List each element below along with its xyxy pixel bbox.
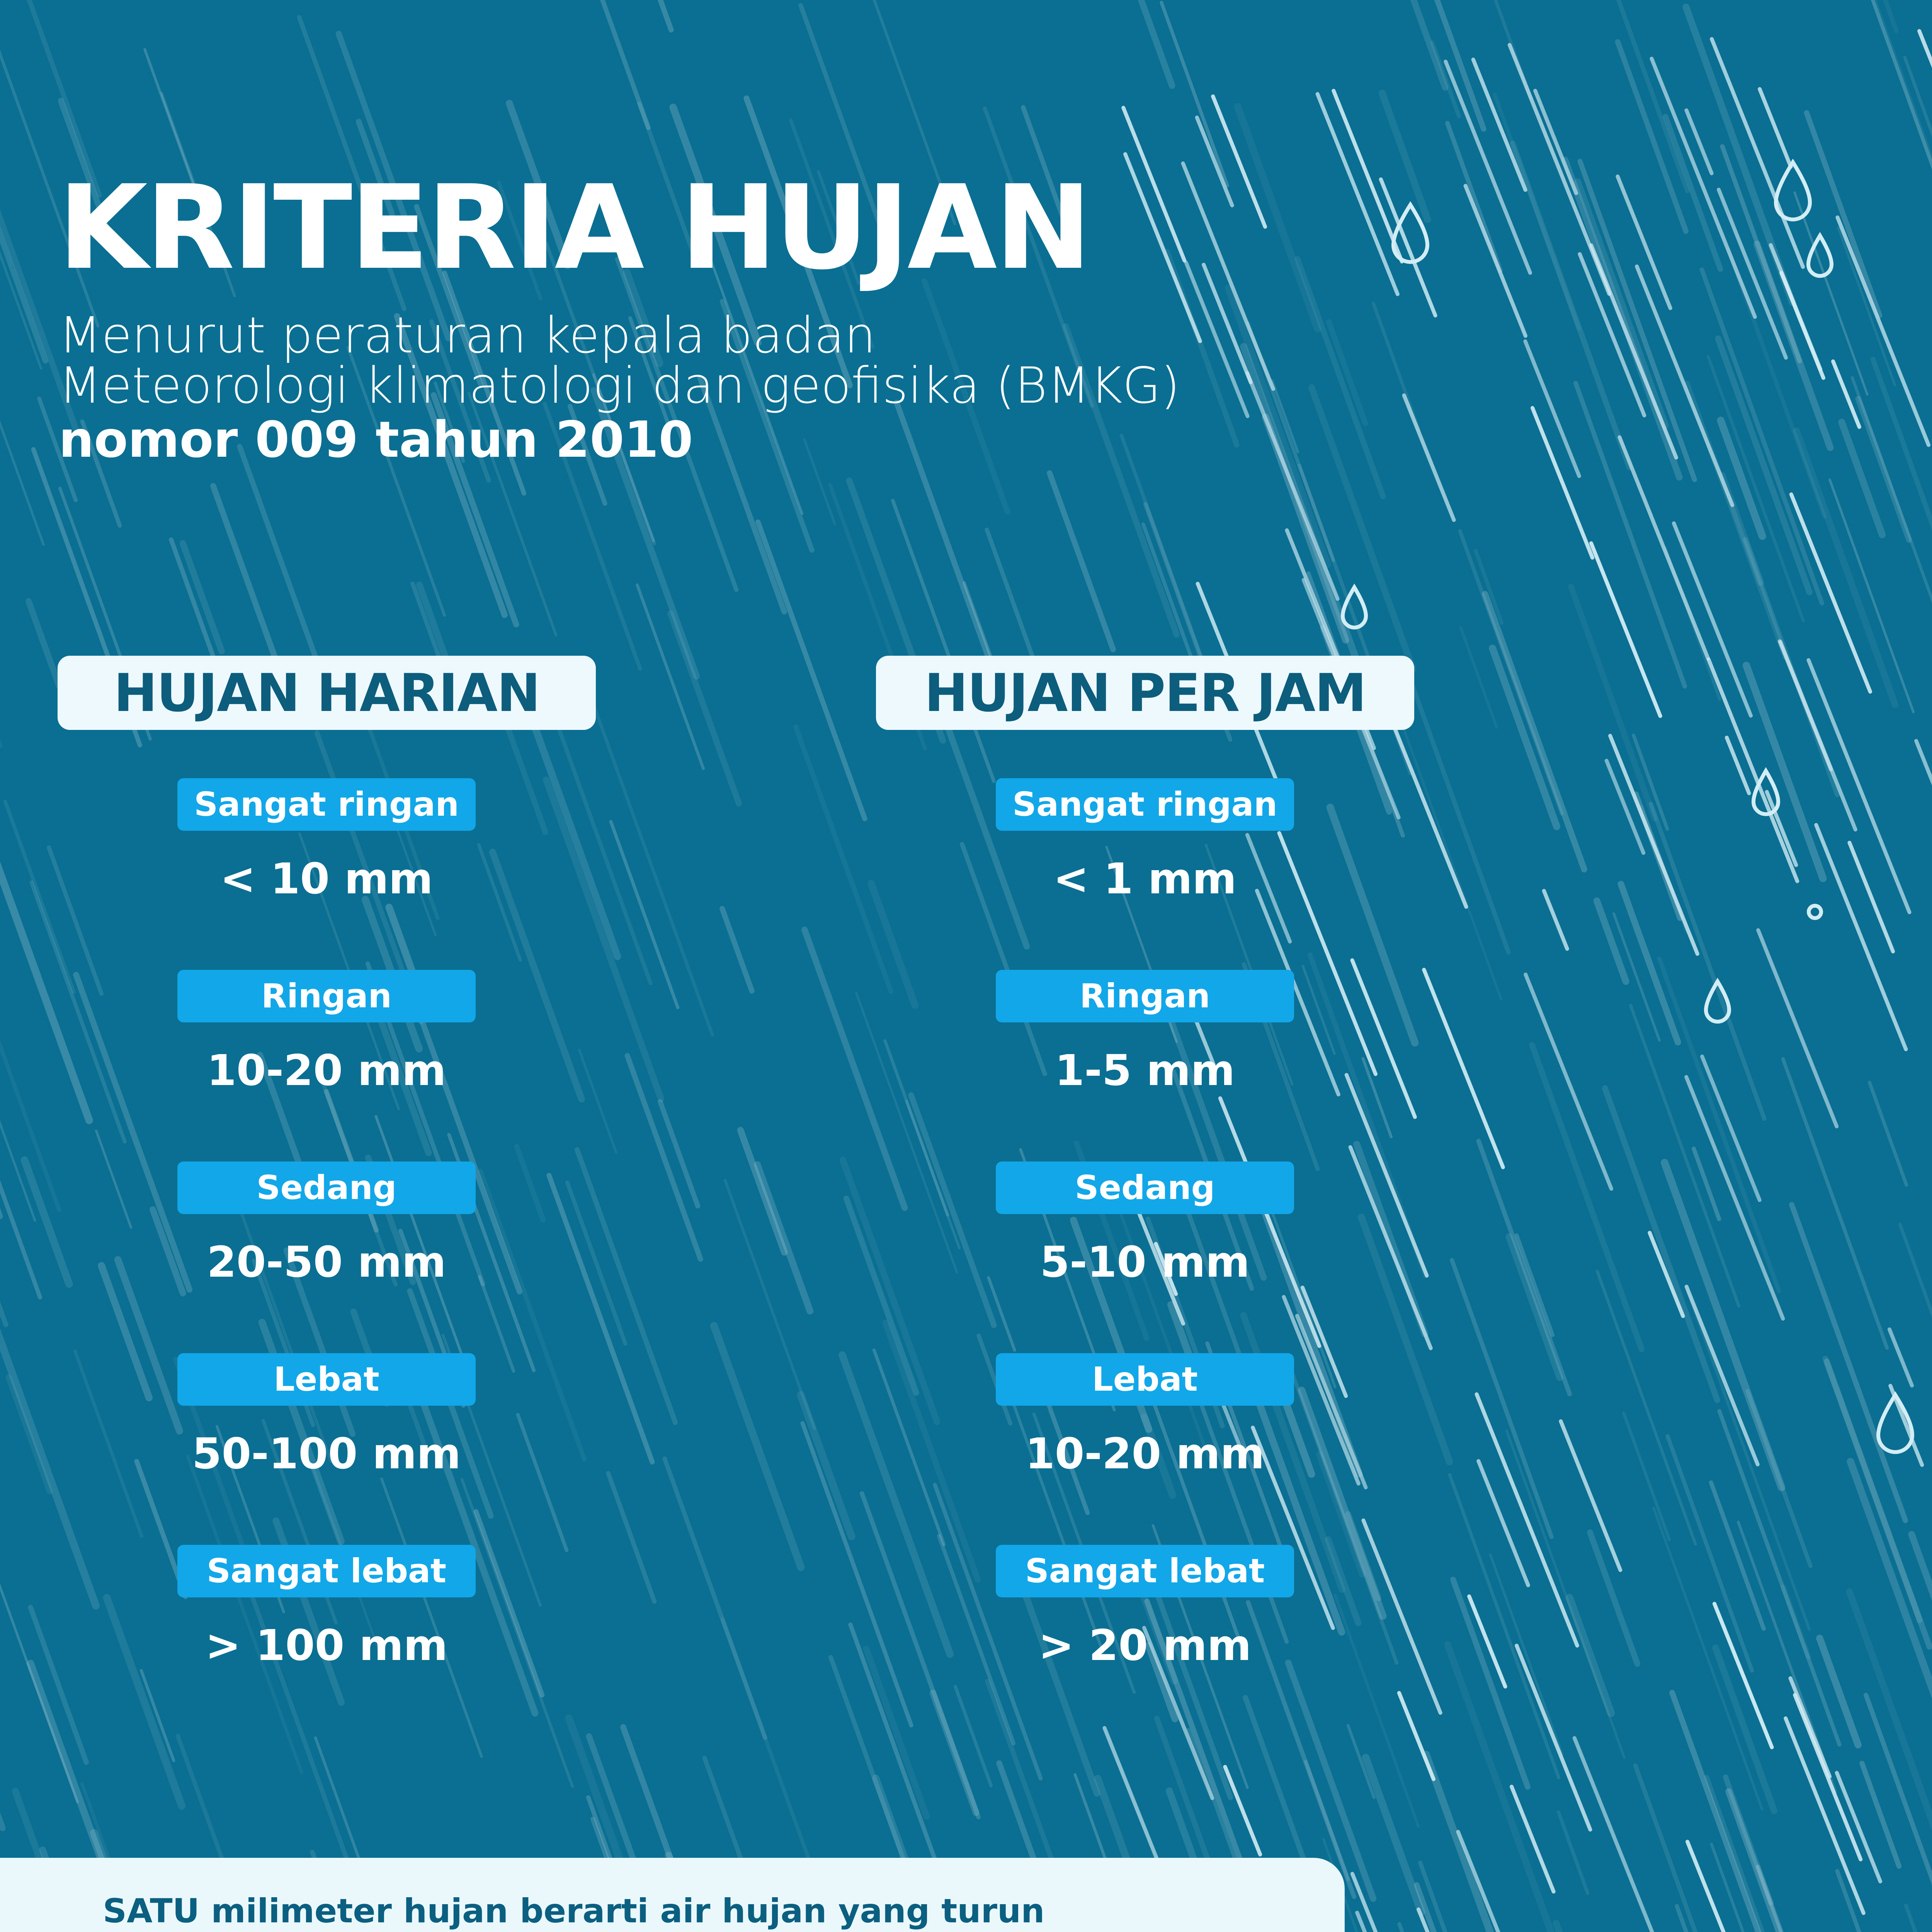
rain-streak	[1665, 1163, 1782, 1487]
perjam-value-1: 1-5 mm	[1054, 1046, 1235, 1095]
rain-streak	[842, 1355, 950, 1655]
rain-streak	[1366, 1758, 1421, 1912]
rain-streak	[0, 1318, 96, 1606]
rain-streak	[1162, 3, 1228, 186]
rain-streak	[1559, 1812, 1588, 1893]
rain-streak	[5, 802, 74, 992]
hujan-harian-heading: HUJAN HARIAN	[58, 656, 596, 730]
subtitle-line-2: Meteorologi klimatologi dan geofisika (BMKG)	[59, 357, 1180, 415]
rain-streak	[1795, 192, 1867, 394]
rain-line	[1363, 1520, 1440, 1713]
rain-streak	[1532, 1045, 1641, 1349]
rain-streak	[660, 1102, 698, 1206]
rain-streak	[213, 486, 276, 660]
rain-line	[1791, 1678, 1830, 1776]
rain-streak	[1729, 1792, 1833, 1932]
rain-line	[1123, 108, 1184, 261]
rain-streak	[183, 543, 221, 651]
rain-streak	[1635, 1765, 1740, 1932]
rain-streak	[1228, 288, 1328, 565]
rain-streak	[579, 1050, 616, 1152]
rain-streak	[1806, 113, 1879, 316]
harian-value-4: > 100 mm	[205, 1621, 448, 1670]
rain-streak	[1659, 959, 1779, 1291]
rain-streak	[846, 1199, 916, 1393]
rain-streak	[1387, 0, 1445, 88]
subtitle-line-3: nomor 009 tahun 2010	[59, 411, 693, 469]
rain-streak	[1513, 143, 1629, 467]
perjam-label-4: Sangat lebat	[996, 1545, 1294, 1597]
rain-streak	[0, 213, 43, 544]
rain-line	[1424, 970, 1503, 1167]
rain-streak	[528, 707, 617, 956]
rain-streak	[480, 1277, 514, 1371]
rain-streak	[1702, 270, 1822, 603]
harian-value-2: 20-50 mm	[207, 1237, 446, 1287]
rain-streak	[803, 1423, 912, 1725]
perjam-label-1: Ringan	[996, 970, 1294, 1022]
rain-streak	[1850, 0, 1932, 253]
rain-streak	[49, 847, 101, 994]
rain-streak	[1758, 1867, 1823, 1932]
rain-streak	[577, 1150, 675, 1422]
rain-line	[1544, 891, 1567, 949]
rain-streak	[801, 1395, 852, 1537]
rain-line	[1816, 825, 1906, 1049]
rain-streak	[1687, 1291, 1809, 1629]
rain-streak	[1719, 1411, 1840, 1745]
rain-line	[1247, 373, 1338, 599]
rain-streak	[1019, 1577, 1097, 1793]
rain-line	[1767, 792, 1796, 865]
rain-streak	[1393, 698, 1501, 999]
rain-streak	[9, 1378, 49, 1492]
rain-streak	[1509, 1237, 1560, 1378]
rain-streak	[0, 1014, 35, 1221]
harian-label-2: Sedang	[177, 1162, 476, 1214]
rain-streak	[493, 852, 582, 1099]
rain-streak	[1849, 1592, 1932, 1839]
rain-streak	[608, 1473, 655, 1602]
rain-streak	[1160, 990, 1264, 1278]
rain-streak	[866, 1649, 927, 1816]
subtitle-line-1: Menurut peraturan kepala badan	[59, 307, 876, 364]
rain-streak	[96, 1131, 131, 1228]
rain-line	[1650, 1233, 1683, 1316]
rain-streak	[1820, 1638, 1858, 1745]
rain-streak	[1873, 359, 1932, 655]
rain-line	[1686, 110, 1711, 173]
rain-streak	[933, 1693, 976, 1813]
perjam-value-4: > 20 mm	[1038, 1621, 1252, 1670]
rain-streak	[1143, 524, 1195, 667]
rain-streak	[1827, 1361, 1930, 1646]
perjam-value-2: 5-10 mm	[1040, 1237, 1250, 1287]
rain-streak	[1718, 338, 1809, 592]
rain-streak	[544, 687, 651, 983]
harian-value-0: < 10 mm	[220, 854, 433, 903]
rain-streak	[804, 440, 835, 524]
rain-streak	[1850, 1461, 1932, 1726]
rain-streak	[1556, 1923, 1592, 1932]
rain-streak	[1413, 687, 1509, 952]
perjam-value-0: < 1 mm	[1053, 854, 1237, 903]
rain-streak	[1624, 1413, 1669, 1540]
rain-streak	[1621, 884, 1678, 1042]
rain-streak	[871, 884, 915, 1005]
rain-streak	[1906, 1906, 1932, 1932]
rain-streak	[1238, 107, 1318, 329]
rain-line	[1399, 1693, 1434, 1779]
rain-streak	[1461, 628, 1497, 727]
rain-streak	[1049, 473, 1113, 649]
rain-streak	[640, 0, 671, 30]
harian-label-1: Ringan	[177, 970, 476, 1022]
rain-line	[1347, 1075, 1427, 1276]
rain-streak	[1783, 1059, 1887, 1348]
rain-line	[1458, 1832, 1519, 1932]
rain-line	[1466, 186, 1526, 336]
rain-streak	[476, 1512, 542, 1695]
rain-streak	[1571, 587, 1655, 818]
rain-line	[1404, 395, 1454, 520]
rain-streak	[1605, 1088, 1717, 1400]
rain-streak	[906, 1101, 959, 1248]
rain-streak	[1478, 1141, 1570, 1394]
rain-streak	[1361, 1217, 1449, 1462]
rain-line	[1610, 736, 1697, 954]
rain-streak	[1329, 322, 1365, 423]
rain-streak	[29, 601, 59, 686]
rain-streak	[31, 1663, 107, 1876]
rain-line	[1575, 1738, 1657, 1932]
rain-streak	[518, 1415, 566, 1550]
rain-streak	[75, 1351, 142, 1536]
rain-streak	[722, 908, 752, 991]
hujan-per-jam-heading: HUJAN PER JAM	[876, 656, 1414, 730]
perjam-label-2: Sedang	[996, 1162, 1294, 1214]
rain-streak	[517, 1146, 543, 1220]
rain-line	[1357, 1913, 1401, 1932]
rain-streak	[627, 1056, 700, 1259]
harian-value-1: 10-20 mm	[207, 1046, 446, 1095]
rain-streak	[843, 1160, 937, 1422]
rain-streak	[885, 1323, 978, 1579]
rain-streak	[1426, 1754, 1519, 1932]
rain-streak	[0, 1574, 3, 1828]
rain-streak	[240, 447, 327, 689]
rain-streak	[480, 1171, 584, 1459]
perjam-label-0: Sangat ringan	[996, 778, 1294, 831]
rain-line	[1517, 1646, 1590, 1830]
harian-label-3: Lebat	[177, 1353, 476, 1406]
rain-streak	[1694, 1149, 1719, 1219]
info-text-line-1: SATU milimeter hujan berarti air hujan yang turun	[103, 1892, 1045, 1930]
rain-streak	[1842, 422, 1882, 535]
rain-streak	[804, 930, 905, 1208]
rain-streak	[1597, 901, 1626, 981]
raindrop-outline-icon	[1809, 906, 1821, 918]
rain-streak	[1858, 399, 1909, 540]
rain-streak	[1493, 648, 1557, 827]
rain-streak	[419, 585, 445, 656]
rain-streak	[1517, 1235, 1553, 1335]
harian-label-0: Sangat ringan	[177, 778, 476, 831]
perjam-label-3: Lebat	[996, 1353, 1294, 1406]
rain-streak	[1570, 1598, 1611, 1713]
rain-streak	[1485, 594, 1584, 869]
rain-line	[1561, 1421, 1620, 1570]
rain-streak	[31, 883, 124, 1142]
rain-line	[1719, 190, 1786, 358]
rain-line	[1104, 1728, 1156, 1858]
rain-streak	[740, 1130, 784, 1252]
rain-line	[1477, 1394, 1577, 1646]
rain-streak	[911, 1095, 994, 1325]
rain-streak	[714, 1326, 801, 1567]
rain-line	[1352, 1874, 1396, 1932]
rain-streak	[1631, 1005, 1739, 1306]
page-title: KRITERIA HUJAN	[58, 160, 1090, 295]
rain-line	[1760, 89, 1791, 167]
rain-line	[1727, 738, 1749, 793]
rain-line	[1889, 1329, 1912, 1385]
rain-line	[1591, 543, 1660, 716]
rain-line	[1526, 975, 1611, 1189]
rain-streak	[723, 1619, 811, 1864]
rain-line	[1535, 91, 1576, 193]
rain-streak	[1784, 1587, 1809, 1656]
rain-streak	[897, 403, 990, 661]
rain-line	[1786, 1718, 1864, 1913]
rain-streak	[1792, 1205, 1905, 1520]
harian-value-3: 50-100 mm	[192, 1429, 461, 1478]
rain-streak	[1838, 228, 1895, 385]
rain-streak	[1869, 1082, 1906, 1185]
info-text	[103, 1889, 1320, 1932]
harian-label-4: Sangat lebat	[177, 1545, 476, 1597]
rain-line	[1478, 1461, 1528, 1585]
rain-streak	[1711, 1483, 1764, 1629]
perjam-value-3: 10-20 mm	[1025, 1429, 1265, 1478]
rain-line	[1833, 361, 1859, 427]
rain-line	[1916, 741, 1932, 812]
